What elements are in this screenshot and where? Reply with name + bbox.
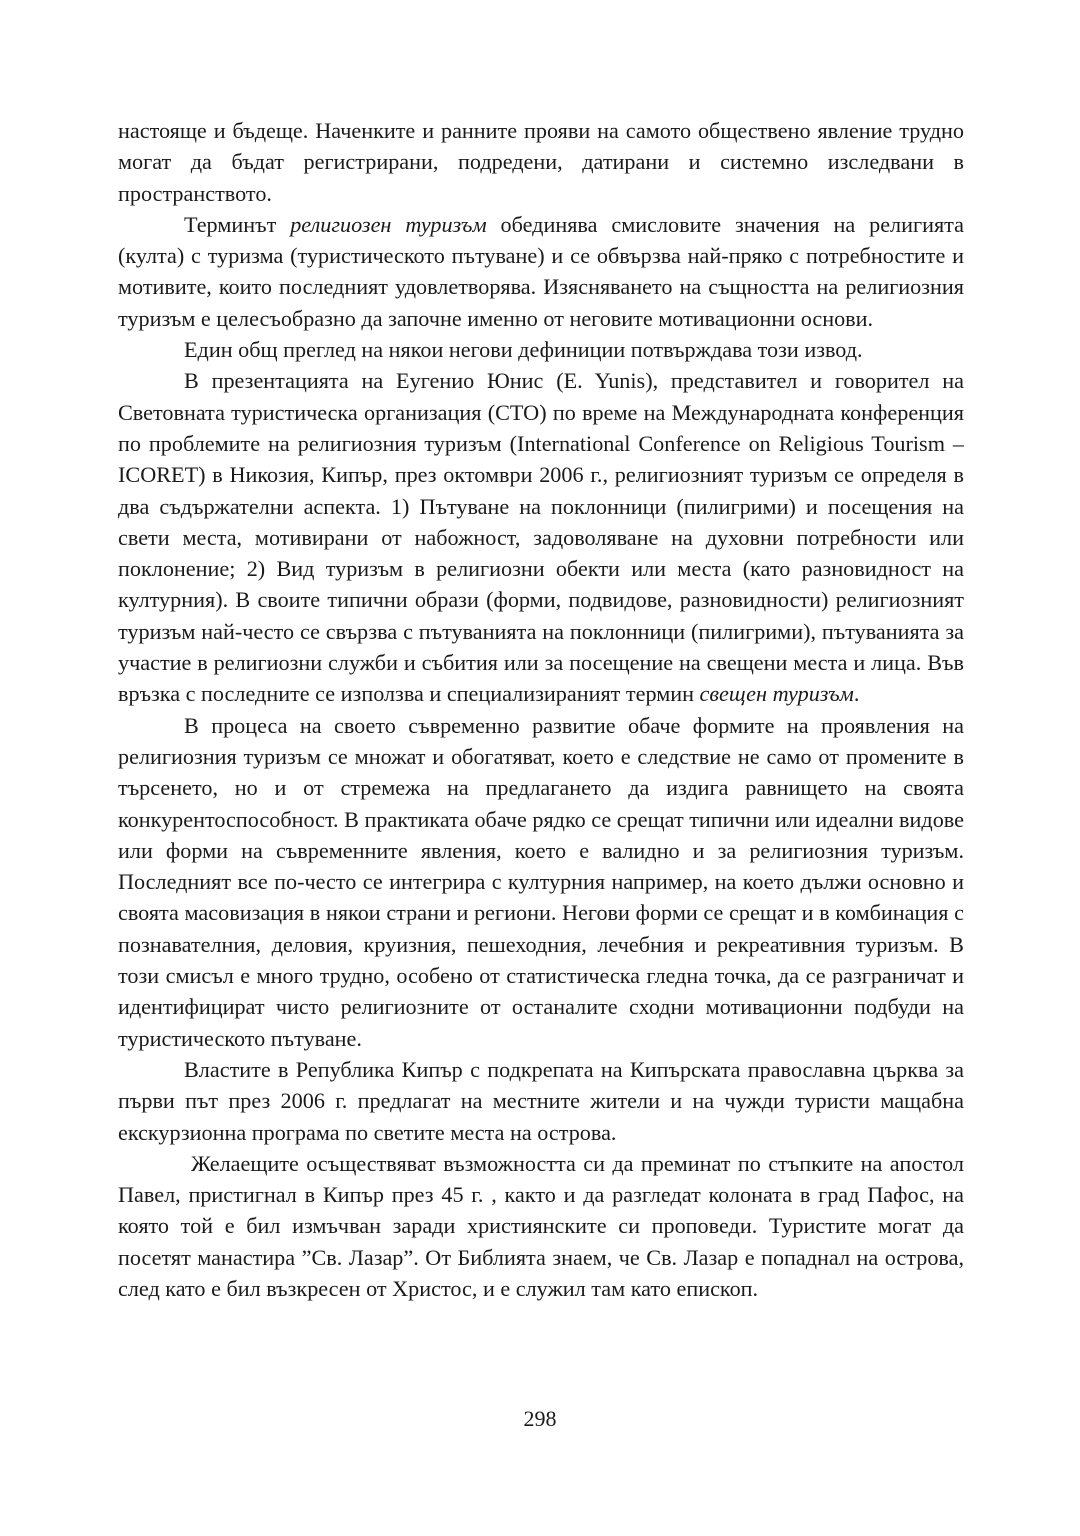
paragraph-2-text-end: обединява смисловите значения на религията (култа) с туризма (туристическото пътуване) и се обвързва най-пряко с потребностите и мотивите, които последният удовлетворява. Изясняването на същността на религиозния туризъм е целесъобразно да започне именно от неговите мотивационни основи. — [118, 211, 964, 331]
paragraph-3: Един общ преглед на някои негови дефиниции потвърждава този извод. — [184, 337, 863, 363]
paragraph-4-text-start: В презентацията на Еугенио Юнис (E. Yunis), представител и говорител на Световната туристическа организация (СТО) по време на Международната конференция по проблемите на религиозния туризъм (International Conference on Religious Tourism – ICORET) в Никозия, Кипър, през октомври 2006 г., религиозният туризъм се определя в два съдържателни аспекта. 1) Пътуване на поклонници (пилигрими) и посещения на свети места, мотивирани от набожност, задоволяване на духовни потребности или поклонение; 2) Вид туризъм в религиозни обекти или места (като разновидност на културния). В своите типични образи (форми, подвидове, разновидности) религиозният туризъм най-често се свързва с пътуванията на поклонници (пилигрими), пътуванията за участие в религиозни служби и събития или за посещение на свещени места и лица. Във връзка с последните се използва и специализираният термин — [118, 368, 964, 707]
page-body — [118, 115, 964, 1304]
term-religious-tourism: религиозен туризъм — [290, 211, 487, 237]
paragraph-4-text-end: . — [853, 681, 860, 707]
paragraph-5: В процеса на своето съвременно развитие обаче формите на проявления на религиозния туризъм се множат и обогатяват, което е следствие не само от промените в търсенето, но и от стремежа на предлагането да издига равнището на своята конкурентоспособност. В практиката обаче рядко се срещат типични или идеални видове или форми на съвременните явления, което е валидно и за религиозния туризъм. Последният все по-често се интегрира с културния например, на което дължи основно и своята масовизация в някои страни и региони. Негови форми се срещат и в комбинация с познавателния, деловия, круизния, пешеходния, лечебния и рекреативния туризъм. В този смисъл е много трудно, особено от статистическа гледна точка, да се разграничат и идентифицират чисто религиозните от останалите сходни мотивационни подбуди на туристическото пътуване. — [118, 712, 964, 1051]
paragraph-2 — [118, 209, 964, 334]
paragraph-1: настояще и бъдеще. Наченките и ранните прояви на самото обществено явление трудно могат да бъдат регистрирани, подредени, датирани и системно изследвани в пространството. — [118, 118, 964, 206]
paragraph-4 — [118, 365, 964, 709]
page-number: 298 — [523, 1406, 557, 1431]
term-sacred-tourism: свещен туризъм — [699, 681, 854, 707]
paragraph-2-text-start: Терминът — [184, 211, 291, 237]
paragraph-6: Властите в Република Кипър с подкрепата на Кипърската православна църква за първи път през 2006 г. предлагат на местните жители и на чужди туристи мащабна екскурзионна програма по светите места на острова. — [118, 1056, 964, 1145]
paragraph-7: Желаещите осъществяват възможността си да преминат по стъпките на апостол Павел, пристигнал в Кипър през 45 г. , както и да разгледат колоната в град Пафос, на която той е бил измъчван заради християнските си проповеди. Туристите могат да посетят манастира ”Св. Лазар”. От Библията знаем, че Св. Лазар е попаднал на острова, след като е бил възкресен от Христос, и е служил там като епископ. — [118, 1150, 964, 1301]
